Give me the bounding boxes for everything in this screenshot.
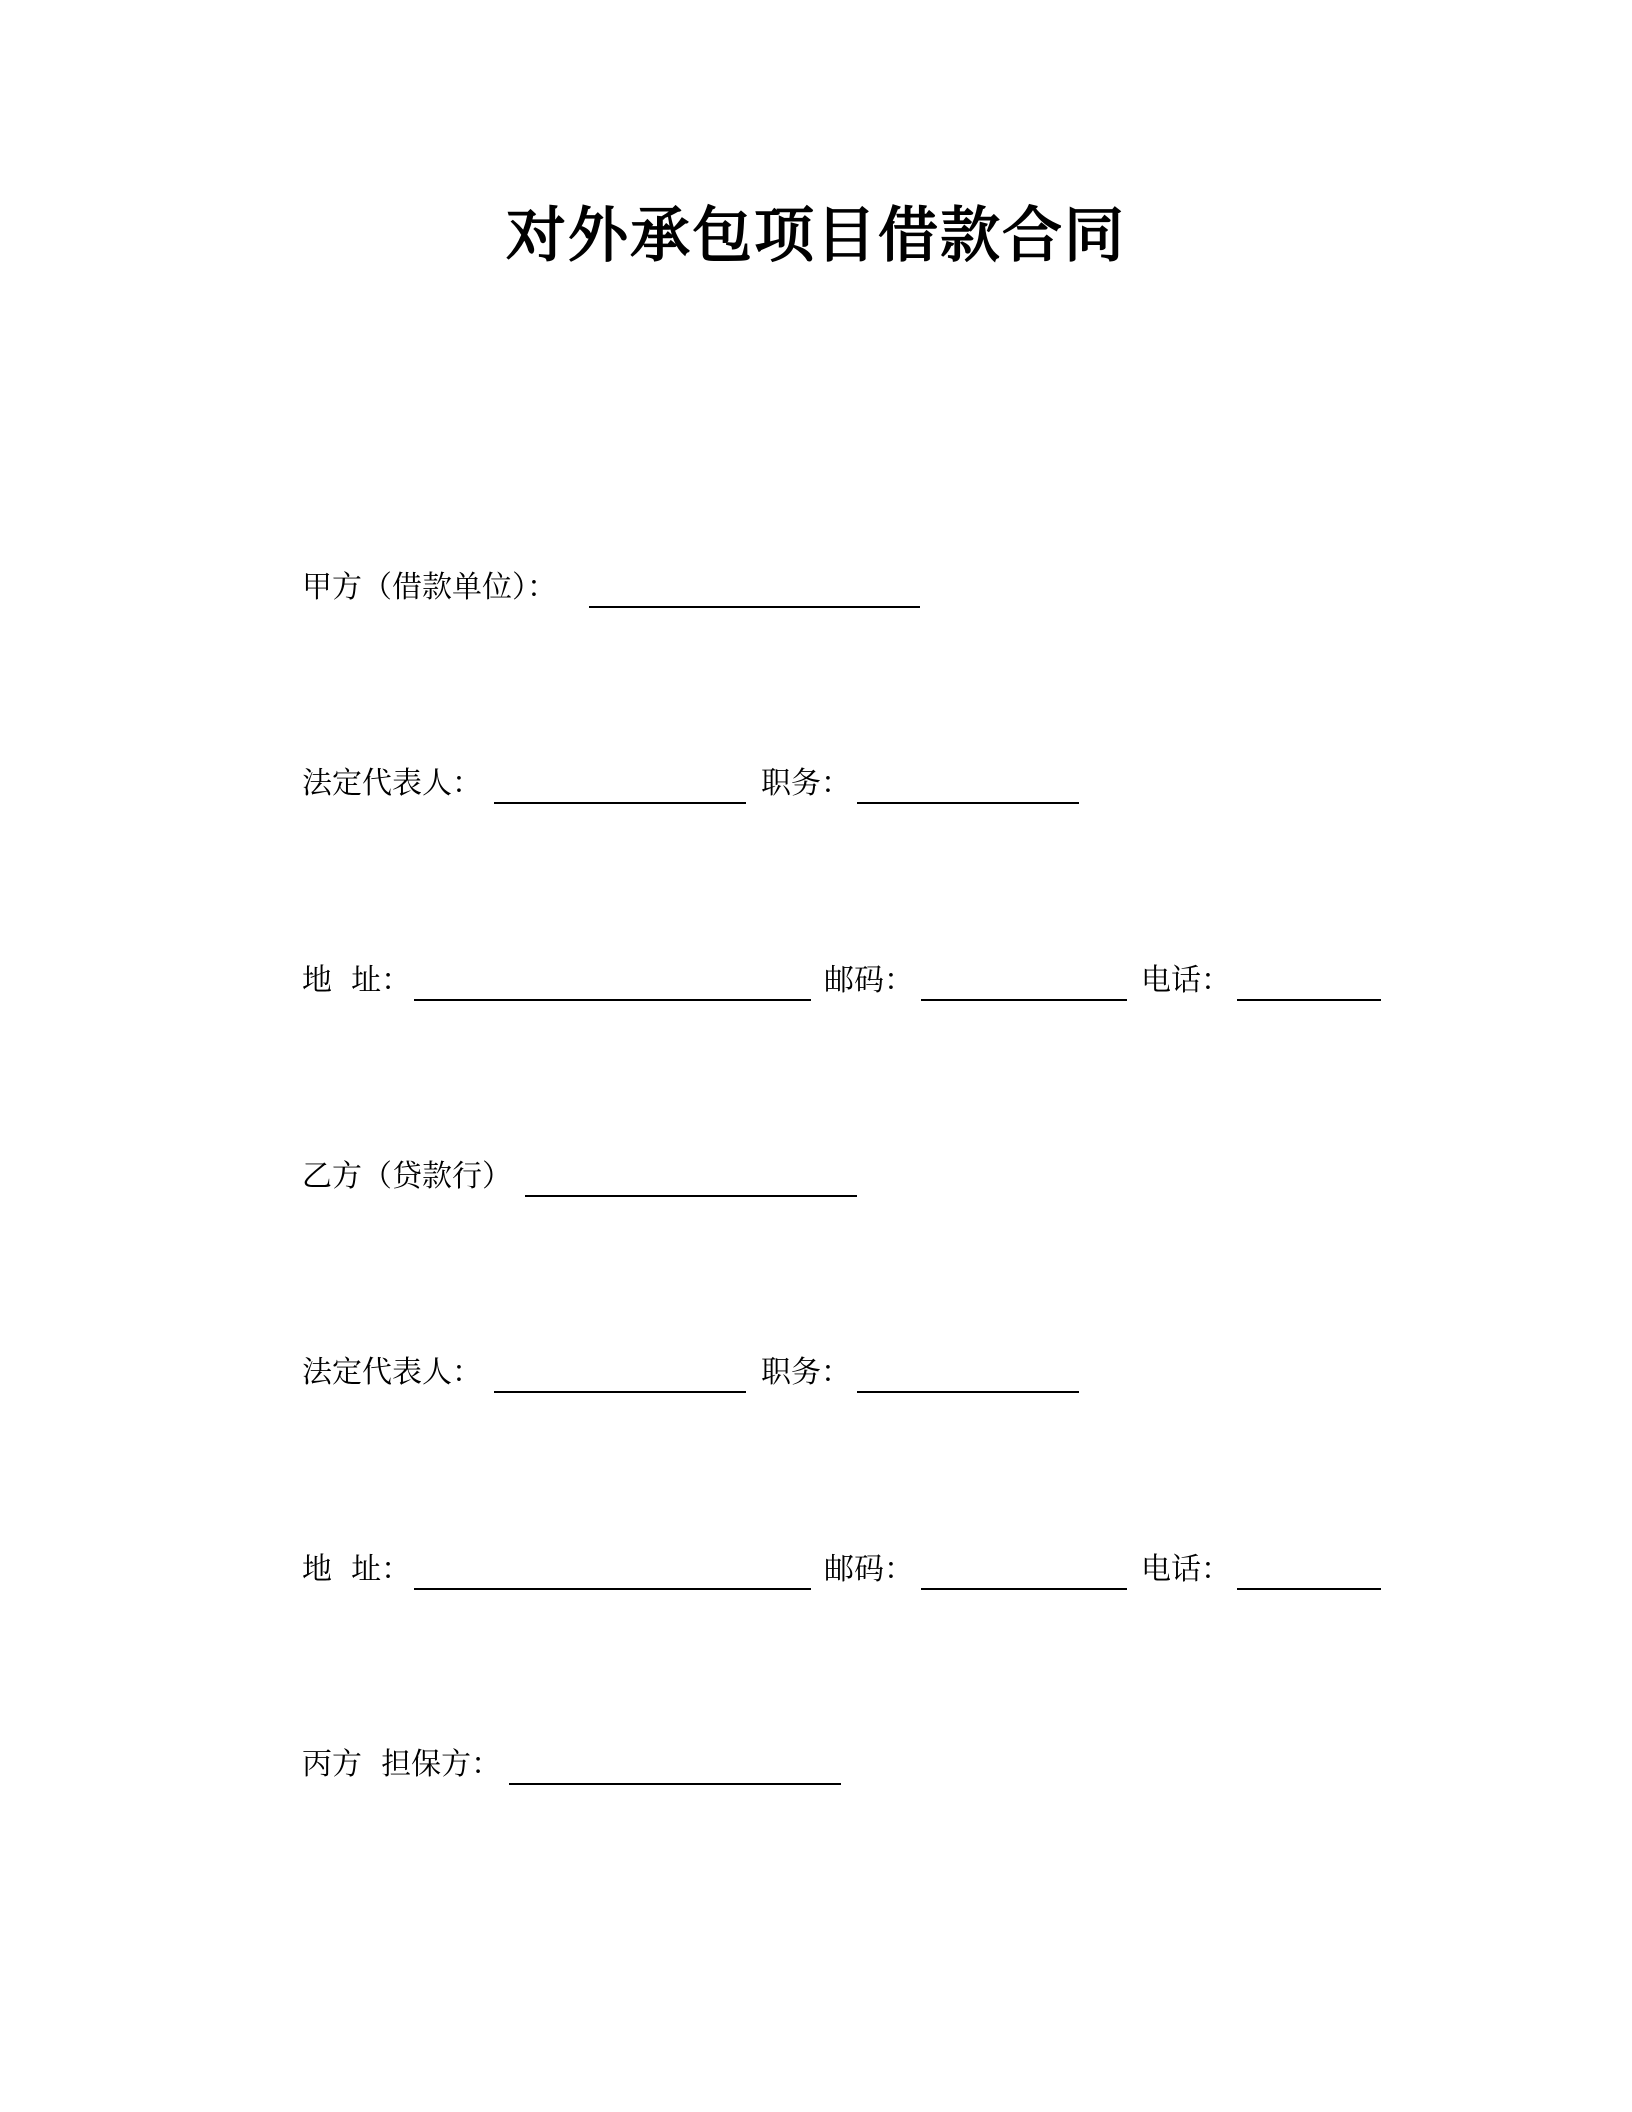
party-a-rep-field[interactable]: [494, 802, 746, 804]
party-c-name-label: 丙方 担保方：: [302, 1747, 502, 1782]
party-a-postcode-label: 邮码：: [824, 963, 914, 998]
party-b-postcode-label: 邮码：: [824, 1552, 914, 1587]
party-a-rep-label: 法定代表人：: [302, 766, 482, 801]
party-a-position-field[interactable]: [857, 802, 1079, 804]
party-a-phone-field[interactable]: [1237, 999, 1381, 1001]
party-b-rep-field[interactable]: [494, 1391, 746, 1393]
party-b-position-label: 职务：: [761, 1355, 851, 1390]
party-a-name-field[interactable]: [589, 606, 920, 608]
party-a-name-label: 甲方（借款单位）：: [302, 570, 557, 605]
party-b-rep-label: 法定代表人：: [302, 1355, 482, 1390]
party-a-address-label: 地 址：: [302, 963, 412, 998]
party-b-address-field[interactable]: [414, 1588, 811, 1590]
party-b-address-label: 地 址：: [302, 1552, 412, 1587]
party-b-phone-label: 电话：: [1141, 1552, 1231, 1587]
party-a-phone-label: 电话：: [1141, 963, 1231, 998]
party-c-name-field[interactable]: [509, 1783, 841, 1785]
party-b-name-label: 乙方（贷款行）: [302, 1159, 512, 1194]
party-b-postcode-field[interactable]: [921, 1588, 1127, 1590]
party-b-name-field[interactable]: [525, 1195, 857, 1197]
document-title: 对外承包项目借款合同: [506, 201, 1126, 271]
party-a-postcode-field[interactable]: [921, 999, 1127, 1001]
party-b-phone-field[interactable]: [1237, 1588, 1381, 1590]
party-a-position-label: 职务：: [761, 766, 851, 801]
party-b-position-field[interactable]: [857, 1391, 1079, 1393]
party-a-address-field[interactable]: [414, 999, 811, 1001]
